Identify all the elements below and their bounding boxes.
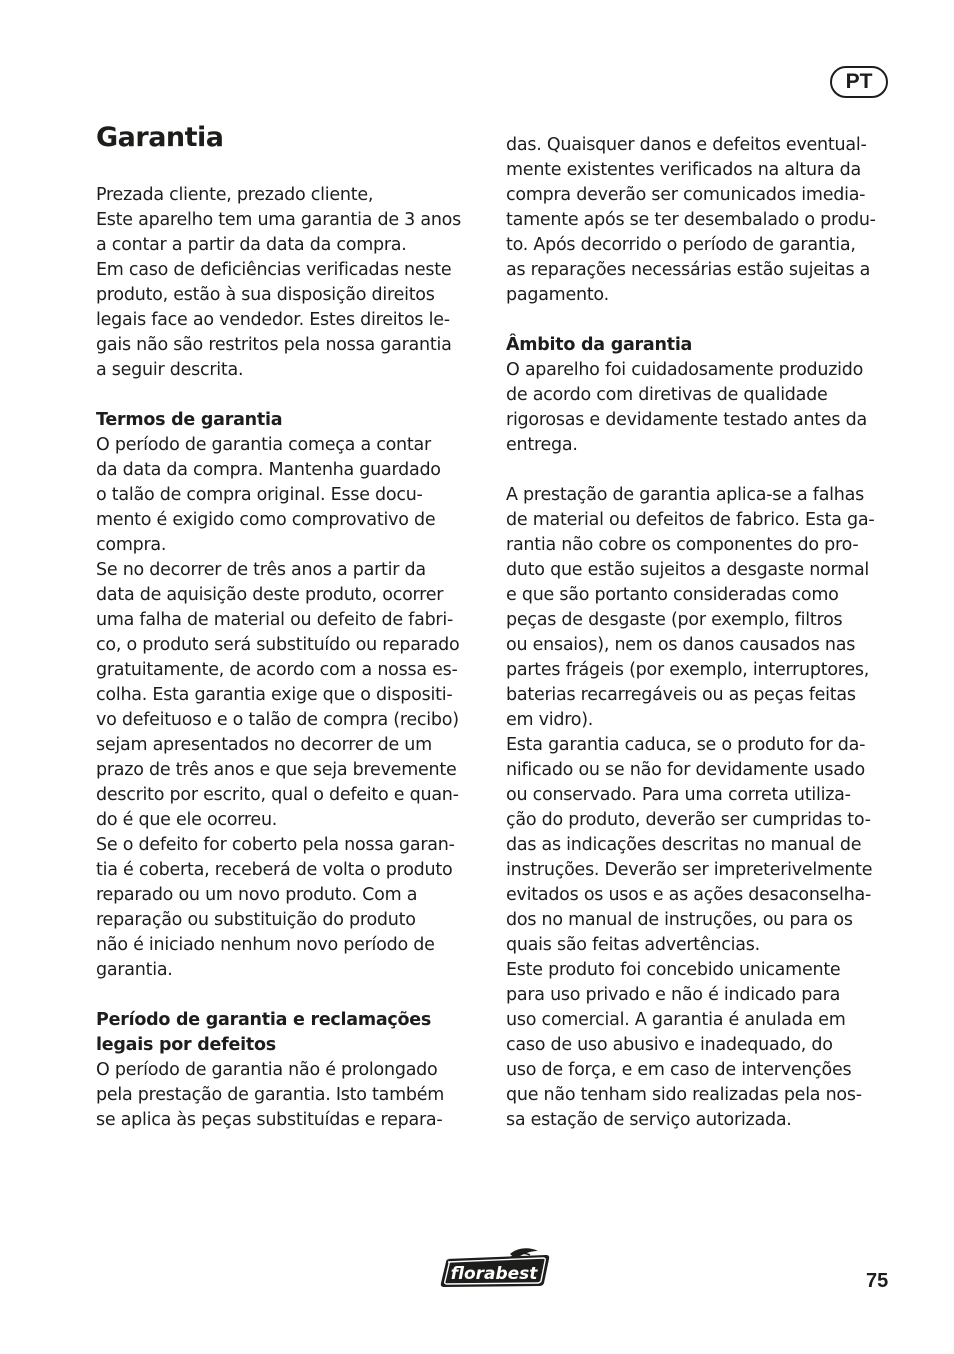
text-line: que não tenham sido realizadas pela nos-	[506, 1085, 862, 1105]
text-line: sejam apresentados no decorrer de um	[96, 735, 432, 755]
text-line: de acordo com diretivas de qualidade	[506, 385, 828, 405]
text-line: legais face ao vendedor. Estes direitos le-	[96, 310, 450, 330]
text-line: quais são feitas advertências.	[506, 935, 760, 955]
text-line: Este aparelho tem uma garantia de 3 anos	[96, 210, 462, 230]
text-line: Em caso de deficiências verificadas neste	[96, 260, 452, 280]
text-line: baterias recarregáveis ou as peças feitas	[506, 685, 856, 705]
text-line: as reparações necessárias estão sujeitas a	[506, 260, 871, 280]
text-line: Se no decorrer de três anos a partir da	[96, 560, 426, 580]
text-line: se aplica às peças substituídas e repara-	[96, 1110, 443, 1130]
text-line: e que são portanto consideradas como	[506, 585, 839, 605]
text-line: Este produto foi concebido unicamente	[506, 960, 841, 980]
text-line: pela prestação de garantia. Isto também	[96, 1085, 445, 1105]
text-line: da data da compra. Mantenha guardado	[96, 460, 441, 480]
paragraph-gap	[96, 383, 482, 408]
text-line: não é iniciado nenhum novo período de	[96, 935, 435, 955]
text-line: a contar a partir da data da compra.	[96, 235, 407, 255]
left-text-column	[96, 183, 482, 1133]
text-line: uma falha de material ou defeito de fabri-	[96, 610, 454, 630]
paragraph-gap	[506, 308, 892, 333]
text-line: em vidro).	[506, 710, 594, 730]
text-line: reparado ou um novo produto. Com a	[96, 885, 418, 905]
text-line: colha. Esta garantia exige que o dispositi-	[96, 685, 453, 705]
text-line: garantia.	[96, 960, 173, 980]
text-line: Esta garantia caduca, se o produto for da-	[506, 735, 866, 755]
text-line: pagamento.	[506, 285, 609, 305]
page-number: 75	[866, 1270, 889, 1292]
text-line: dos no manual de instruções, ou para os	[506, 910, 853, 930]
text-line: Prezada cliente, prezado cliente,	[96, 185, 374, 205]
text-line: reparação ou substituição do produto	[96, 910, 416, 930]
text-line: a seguir descrita.	[96, 360, 244, 380]
text-line: compra.	[96, 535, 167, 555]
right-text-column	[506, 133, 892, 1133]
text-line: o talão de compra original. Esse docu-	[96, 485, 423, 505]
text-line: rigorosas e devidamente testado antes da	[506, 410, 867, 430]
text-line: ou conservado. Para uma correta utiliza-	[506, 785, 851, 805]
text-line: nificado ou se não for devidamente usado	[506, 760, 865, 780]
text-line: data de aquisição deste produto, ocorrer	[96, 585, 444, 605]
text-line: de material ou defeitos de fabrico. Esta ga-	[506, 510, 875, 530]
page-title: Garantia	[96, 122, 224, 153]
text-line: tamente após se ter desembalado o produ-	[506, 210, 876, 230]
text-line: O aparelho foi cuidadosamente produzido	[506, 360, 864, 380]
text-line: to. Após decorrido o período de garantia,	[506, 235, 856, 255]
florabest-logo	[438, 1247, 552, 1289]
text-line: para uso privado e não é indicado para	[506, 985, 841, 1005]
text-line: uso comercial. A garantia é anulada em	[506, 1010, 846, 1030]
section-heading-line: Termos de garantia	[96, 410, 283, 430]
text-line: gratuitamente, de acordo com a nossa es-	[96, 660, 458, 680]
text-line: entrega.	[506, 435, 578, 455]
section-heading-line: Âmbito da garantia	[506, 335, 693, 355]
text-line: peças de desgaste (por exemplo, filtros	[506, 610, 843, 630]
paragraph-gap	[506, 458, 892, 483]
text-line: descrito por escrito, qual o defeito e quan-	[96, 785, 459, 805]
text-line: gais não são restritos pela nossa garantia	[96, 335, 452, 355]
text-line: vo defeituoso e o talão de compra (recibo)	[96, 710, 459, 730]
text-line: co, o produto será substituído ou reparado	[96, 635, 460, 655]
text-line: evitados os usos e as ações desaconselha-	[506, 885, 872, 905]
text-line: ou ensaios), nem os danos causados nas	[506, 635, 856, 655]
text-line: instruções. Deverão ser impreterivelmente	[506, 860, 873, 880]
text-line: uso de força, e em caso de intervenções	[506, 1060, 852, 1080]
text-line: Se o defeito for coberto pela nossa garan-	[96, 835, 455, 855]
text-line: A prestação de garantia aplica-se a falhas	[506, 485, 864, 505]
text-line: do é que ele ocorreu.	[96, 810, 278, 830]
text-line: das as indicações descritas no manual de	[506, 835, 862, 855]
text-line: ção do produto, deverão ser cumpridas to-	[506, 810, 871, 830]
text-line: das. Quaisquer danos e defeitos eventual-	[506, 135, 867, 155]
section-heading-line: legais por defeitos	[96, 1035, 276, 1055]
text-line: duto que estão sujeitos a desgaste normal	[506, 560, 870, 580]
text-line: rantia não cobre os componentes do pro-	[506, 535, 859, 555]
text-line: prazo de três anos e que seja brevemente	[96, 760, 457, 780]
language-badge: PT	[830, 66, 888, 98]
text-line: sa estação de serviço autorizada.	[506, 1110, 792, 1130]
text-line: mente existentes verificados na altura da	[506, 160, 861, 180]
text-line: mento é exigido como comprovativo de	[96, 510, 436, 530]
section-heading-line: Período de garantia e reclamações	[96, 1010, 432, 1030]
paragraph-gap	[96, 983, 482, 1008]
text-line: produto, estão à sua disposição direitos	[96, 285, 435, 305]
text-line: compra deverão ser comunicados imedia-	[506, 185, 866, 205]
text-line: partes frágeis (por exemplo, interruptores,	[506, 660, 870, 680]
text-line: O período de garantia começa a contar	[96, 435, 431, 455]
text-line: O período de garantia não é prolongado	[96, 1060, 438, 1080]
logo-wordmark: florabest	[450, 1264, 538, 1284]
text-line: caso de uso abusivo e inadequado, do	[506, 1035, 833, 1055]
text-line: tia é coberta, receberá de volta o produto	[96, 860, 453, 880]
